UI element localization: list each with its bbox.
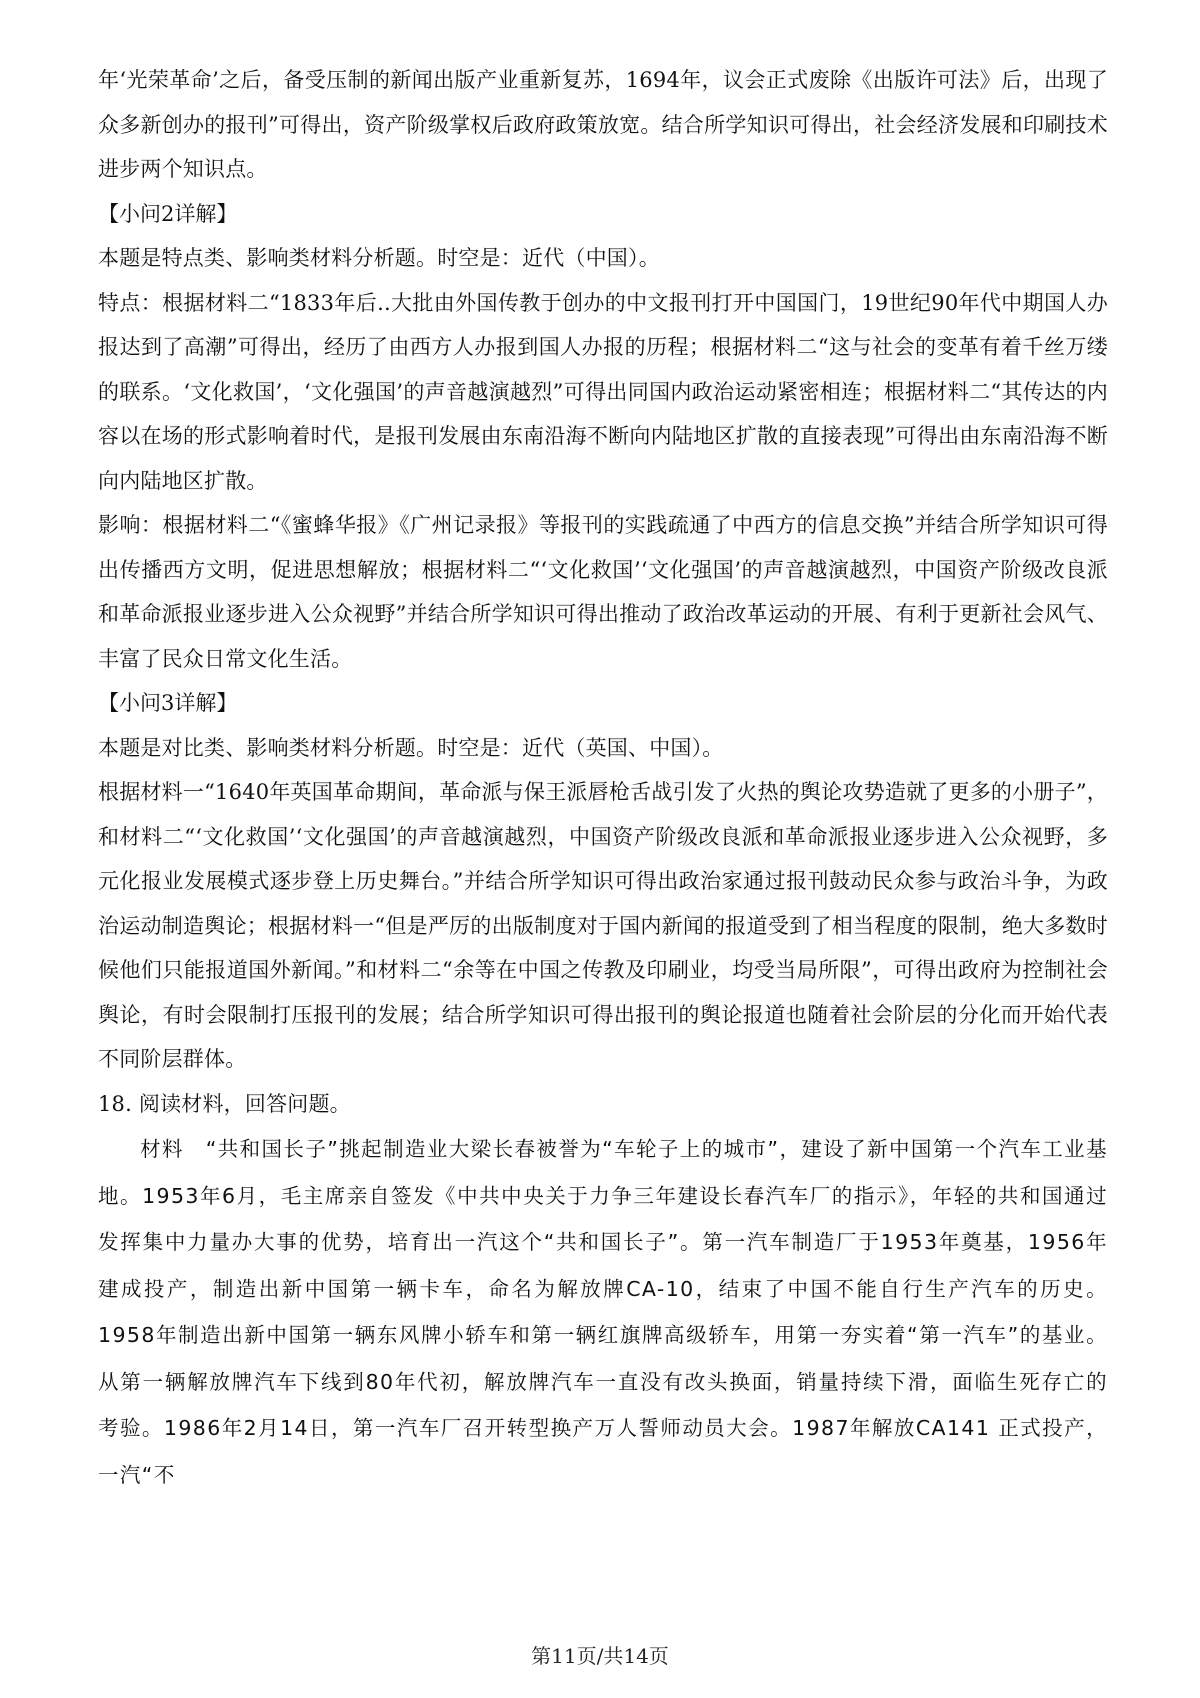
page-footer: 第11页/共14页 (531, 1644, 669, 1668)
sub-question-2-intro: 本题是特点类、影响类材料分析题。时空是：近代（中国）。 (98, 246, 660, 270)
sub-question-2-features: 特点：根据材料二“1833年后..大批由外国传教于创办的中文报刊打开中国国门，19世纪90年代中期国人办报达到了高潮”可得出，经历了由西方人办报到国人办报的历程；根据材料二“这与社会的变革有着千丝万缕的联系。‘文化救国’，‘文化强国’的声音越演越烈”可得出同国内政治运动紧密相连；根据材料二“其传达的内容以在场的形式影响着时代，是报刊发展由东南沿海不断向内陆地区扩散的直接表现”可得出由东南沿海不断向内陆地区扩散。 (98, 290, 1108, 493)
answer-paragraph-continued: 年‘光荣革命’之后，备受压制的新闻出版产业重新复苏，1694年，议会正式废除《出版许可法》后，出现了众多新创办的报刊”可得出，资产阶级掌权后政府政策放宽。结合所学知识可得出，社会经济发展和印刷技术进步两个知识点。 (98, 68, 1108, 181)
sub-question-2-heading: 【小问2详解】 (98, 201, 238, 226)
question-18-material: 材料 “共和国长子”挑起制造业大梁长春被誉为“车轮子上的城市”，建设了新中国第一个汽车工业基地。1953年6月，毛主席亲自签发《中共中央关于力争三年建设长春汽车厂的指示》，年轻的共和国通过发挥集中力量办大事的优势，培育出一汽这个“共和国长子”。第一汽车制造厂于1953年奠基，1956年建成投产，制造出新中国第一辆卡车，命名为解放牌CA-10，结束了中国不能自行生产汽车的历史。1958年制造出新中国第一辆东风牌小轿车和第一辆红旗牌高级轿车，用第一夯实着“第一汽车”的基业。从第一辆解放牌汽车下线到80年代初，解放牌汽车一直没有改头换面，销量持续下滑，面临生死存亡的考验。1986年2月14日，第一汽车厂召开转型换产万人誓师动员大会。1987年解放CA141 正式投产，一汽“不 (98, 1137, 1108, 1487)
question-18-title: 18. 阅读材料，回答问题。 (98, 1091, 351, 1116)
sub-question-3-analysis: 根据材料一“1640年英国革命期间，革命派与保王派唇枪舌战引发了火热的舆论攻势造就了更多的小册子”，和材料二“‘文化救国’‘文化强国’的声音越演越烈，中国资产阶级改良派和革命派报业逐步进入公众视野，多元化报业发展模式逐步登上历史舞台。”并结合所学知识可得出政治家通过报刊鼓动民众参与政治斗争，为政治运动制造舆论；根据材料一“但是严厉的出版制度对于国内新闻的报道受到了相当程度的限制，绝大多数时候他们只能报道国外新闻。”和材料二“余等在中国之传教及印刷业，均受当局所限”，可得出政府为控制社会舆论，有时会限制打压报刊的发展；结合所学知识可得出报刊的舆论报道也随着社会阶层的分化而开始代表不同阶层群体。 (98, 780, 1108, 1071)
sub-question-3-heading: 【小问3详解】 (98, 691, 238, 715)
sub-question-2-impact: 影响：根据材料二“《蜜蜂华报》《广州记录报》等报刊的实践疏通了中西方的信息交换”并结合所学知识可得出传播西方文明，促进思想解放；根据材料二“‘文化救国’‘文化强国’的声音越演越烈，中国资产阶级改良派和革命派报业逐步进入公众视野”并结合所学知识可得出推动了政治改革运动的开展、有利于更新社会风气、丰富了民众日常文化生活。 (98, 513, 1108, 671)
sub-question-3-intro: 本题是对比类、影响类材料分析题。时空是：近代（英国、中国）。 (98, 735, 724, 760)
document-body (98, 58, 1108, 1498)
